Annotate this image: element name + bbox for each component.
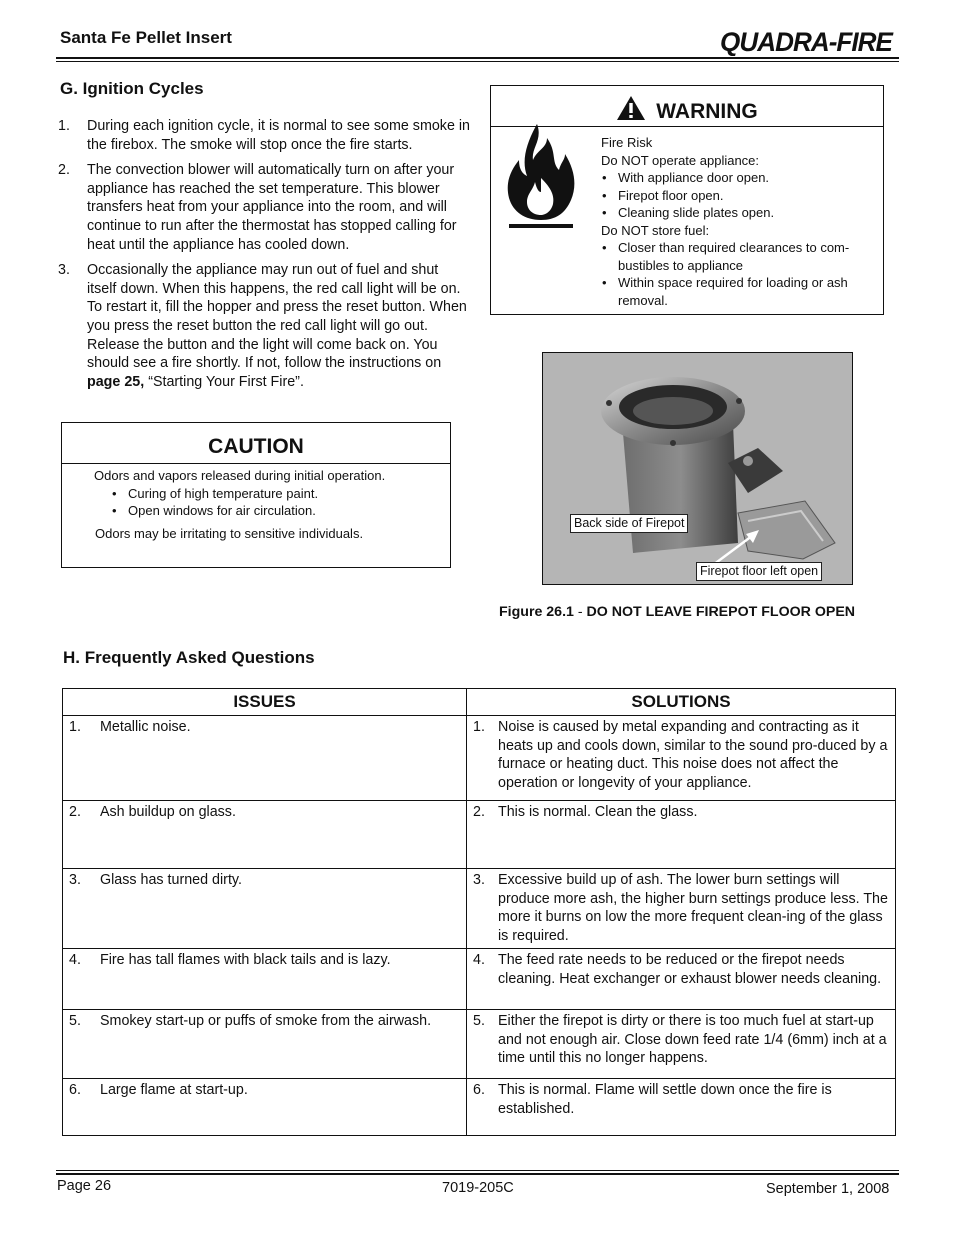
caution-body [94, 467, 385, 542]
table-header-row [63, 689, 896, 716]
issue-text: Smokey start-up or puffs of smoke from the airwash. [100, 1013, 432, 1029]
header-rule [56, 57, 899, 59]
list-item-text [87, 261, 470, 391]
faq-table [62, 688, 896, 1136]
row-number: 4. [69, 952, 81, 968]
warning-bullets [601, 169, 877, 222]
solution-text: This is normal. Flame will settle down once the fire is established. [498, 1082, 832, 1117]
warning-line: Fire Risk [601, 135, 653, 150]
document-number: 7019-205C [442, 1180, 514, 1196]
list-item-number: 1. [58, 118, 70, 134]
row-number: 6. [69, 1082, 81, 1098]
solution-cell [467, 949, 896, 1010]
list-item [58, 261, 470, 391]
issue-text: Metallic noise. [100, 719, 191, 735]
list-item-text-tail: “Starting Your First Fire”. [144, 373, 304, 390]
figure-caption [499, 604, 855, 620]
callout-floor-open: Firepot floor left open [696, 562, 822, 581]
fire-hazard-icon [503, 120, 579, 230]
list-item-number: 2. [58, 162, 70, 179]
issue-text: Ash buildup on glass. [100, 804, 236, 820]
issue-text: Glass has turned dirty. [100, 872, 242, 888]
list-item-text-main: Occasionally the appliance may run out of fuel and shut itself down. When this happens, the red call light will be on. To restart it, fill the hopper and press the reset button. When you press the reset button the red call light will go out. Release the button and the light will come back on. You should see a fire shortly. If not, follow the instructions on [87, 262, 467, 372]
list-item [58, 161, 470, 254]
warning-title: WARNING [656, 100, 758, 123]
warning-bullet: • Firepot floor open. [618, 187, 877, 205]
warning-line: Do NOT operate appliance: [601, 152, 760, 168]
header-rule-thin [56, 61, 899, 62]
caution-intro: Odors and vapors released during initial operation. [94, 468, 386, 483]
callout-back-side: Back side of Firepot [570, 514, 688, 533]
caution-bullet: • Curing of high temperature paint. [128, 485, 385, 503]
row-number: 3. [69, 872, 81, 888]
caption-separator: - [573, 604, 587, 620]
list-item-text: The convection blower will automatically turn on after your appliance has reached the set temperature. This blower transfers heat from your appliance into the room, and will continue to run after the thermostat has stopped calling for heat until the appliance has cooled down. [87, 162, 457, 253]
solution-text: Noise is caused by metal expanding and contracting as it heats up and cools down, similar to the sound pro-duced by a furnace or heating duct. This noise does not affect the operation or longevity of your appliance. [498, 719, 888, 792]
caution-box [61, 422, 451, 568]
row-number: 1. [69, 719, 81, 735]
warning-bullet: • Cleaning slide plates open. [618, 204, 877, 222]
table-row [63, 716, 896, 801]
caution-bullet: • Open windows for air circulation. [128, 502, 385, 520]
figure-number: Figure 26.1 [499, 604, 574, 620]
warning-triangle-icon [616, 89, 646, 140]
warning-bullets [601, 239, 877, 309]
table-row [63, 869, 896, 949]
solution-text: The feed rate needs to be reduced or the firepot needs cleaning. Heat exchanger or exhaust blower needs cleaning. [498, 952, 882, 987]
table-row [63, 1079, 896, 1136]
issue-cell [63, 716, 467, 801]
row-number: 2. [69, 804, 81, 820]
list-item-text: During each ignition cycle, it is normal to see some smoke in the firebox. The smoke will stop once the fire starts. [87, 118, 471, 153]
table-row [63, 801, 896, 869]
warning-bullet: • Closer than required clearances to com-bustibles to appliance [618, 239, 877, 274]
document-title: Santa Fe Pellet Insert [60, 28, 232, 47]
section-g-heading: G. Ignition Cycles [60, 79, 204, 98]
footer-rule-thin [56, 1170, 899, 1171]
column-header-solutions: SOLUTIONS [467, 689, 896, 716]
page-reference: page 25, [87, 373, 145, 390]
issue-cell [63, 1010, 467, 1079]
table-row [63, 949, 896, 1010]
row-number: 6. [473, 1082, 485, 1098]
issue-text: Large flame at start-up. [100, 1082, 248, 1098]
caution-bullets [94, 485, 385, 520]
logo-text: QUADRA-FIRE [720, 27, 894, 56]
solution-cell [467, 869, 896, 949]
issue-cell [63, 801, 467, 869]
section-h-heading: H. Frequently Asked Questions [63, 648, 315, 667]
list-item-number: 3. [58, 262, 70, 279]
caution-title: CAUTION [62, 423, 450, 464]
caution-footer: Odors may be irritating to sensitive individuals. [95, 525, 364, 541]
solution-text: This is normal. Clean the glass. [498, 804, 698, 820]
figure-title: DO NOT LEAVE FIREPOT FLOOR OPEN [586, 604, 856, 620]
row-number: 1. [473, 719, 485, 735]
footer-rule [56, 1173, 899, 1175]
column-header-issues: ISSUES [63, 689, 467, 716]
firepot-illustration [543, 353, 853, 585]
solution-cell [467, 716, 896, 801]
issue-cell [63, 869, 467, 949]
issue-cell [63, 1079, 467, 1136]
list-item [58, 117, 470, 154]
row-number: 5. [69, 1013, 81, 1029]
solution-cell [467, 801, 896, 869]
row-number: 2. [473, 804, 485, 820]
quadra-fire-logo [718, 24, 896, 56]
issue-cell [63, 949, 467, 1010]
warning-bullet: • Within space required for loading or ash removal. [618, 274, 877, 309]
table-row [63, 1010, 896, 1079]
firepot-photo [542, 352, 853, 585]
row-number: 5. [473, 1013, 485, 1029]
row-number: 4. [473, 952, 485, 968]
warning-box [490, 85, 884, 315]
warning-bullet: • With appliance door open. [618, 169, 877, 187]
solution-cell [467, 1010, 896, 1079]
ignition-cycles-list [58, 117, 470, 398]
row-number: 3. [473, 872, 485, 888]
solution-text: Either the firepot is dirty or there is too much fuel at start-up and not enough air. Close down feed rate 1/4 (6mm) inch at a time until this no longer happens. [498, 1013, 887, 1067]
solution-cell [467, 1079, 896, 1136]
issue-text: Fire has tall flames with black tails and is lazy. [100, 952, 391, 968]
warning-body [601, 134, 877, 309]
revision-date: September 1, 2008 [766, 1181, 890, 1197]
solution-text: Excessive build up of ash. The lower burn settings will produce more ash, the higher burn settings produce less. The more it burns on low the more frequent clean-ing of the glass is required. [498, 872, 888, 945]
warning-line: Do NOT store fuel: [601, 222, 710, 238]
page-number: Page 26 [57, 1178, 112, 1194]
